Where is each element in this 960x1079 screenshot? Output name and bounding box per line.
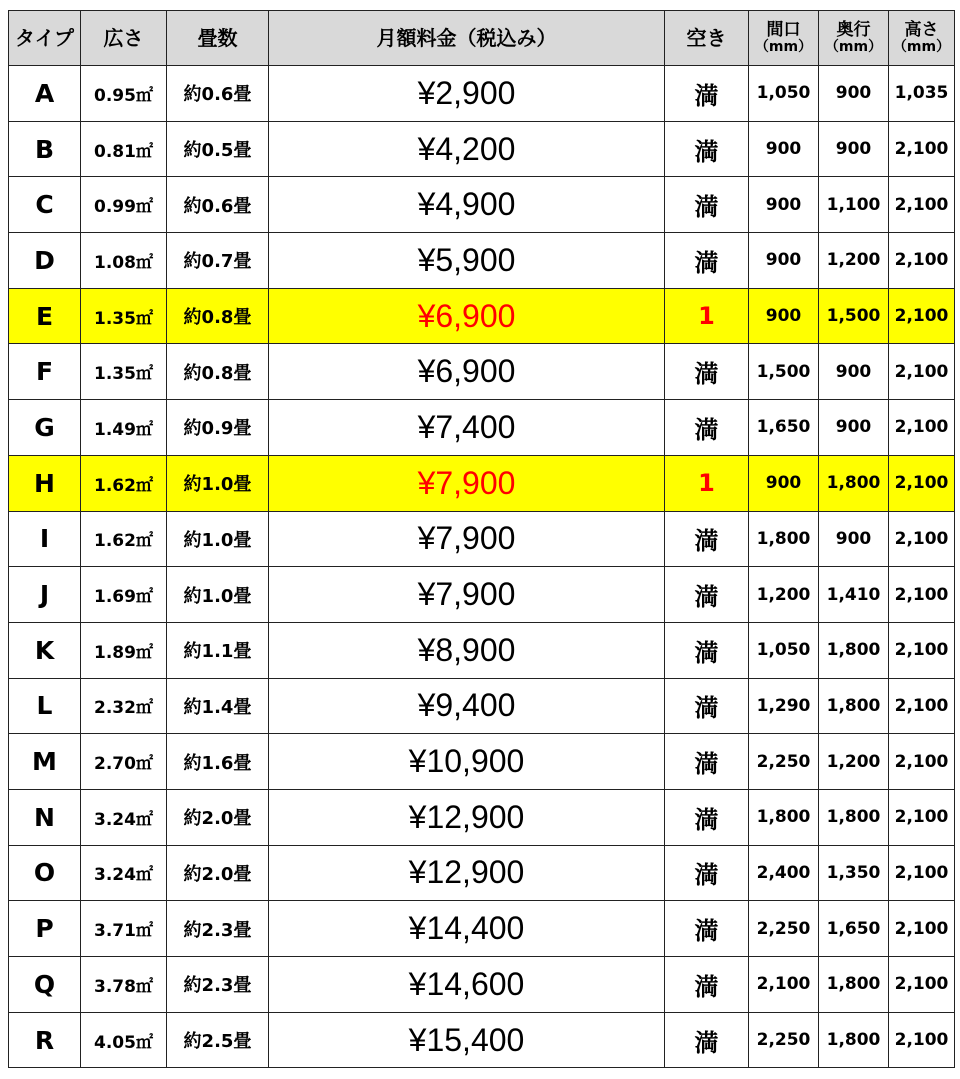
cell-vacancy: 満 bbox=[665, 121, 749, 177]
cell-height: 2,100 bbox=[889, 121, 955, 177]
table-row bbox=[9, 901, 955, 957]
cell-tatami: 約0.8畳 bbox=[167, 344, 269, 400]
cell-area: 1.49㎡ bbox=[81, 400, 167, 456]
cell-area: 0.95㎡ bbox=[81, 66, 167, 122]
cell-area: 2.70㎡ bbox=[81, 734, 167, 790]
cell-height: 2,100 bbox=[889, 400, 955, 456]
header-width-unit: （mm） bbox=[754, 38, 813, 55]
cell-depth: 900 bbox=[819, 344, 889, 400]
cell-price: ¥8,900 bbox=[269, 622, 665, 678]
cell-depth: 1,800 bbox=[819, 455, 889, 511]
cell-type: B bbox=[9, 121, 81, 177]
cell-width: 900 bbox=[749, 177, 819, 233]
cell-area: 4.05㎡ bbox=[81, 1012, 167, 1068]
cell-type: J bbox=[9, 567, 81, 623]
cell-width: 1,050 bbox=[749, 622, 819, 678]
cell-vacancy: 満 bbox=[665, 66, 749, 122]
table-row bbox=[9, 957, 955, 1013]
cell-price: ¥14,600 bbox=[269, 957, 665, 1013]
cell-vacancy: 1 bbox=[665, 288, 749, 344]
cell-price: ¥14,400 bbox=[269, 901, 665, 957]
cell-area: 1.08㎡ bbox=[81, 233, 167, 289]
table-row bbox=[9, 845, 955, 901]
header-price: 月額料金（税込み） bbox=[269, 11, 665, 66]
cell-vacancy: 満 bbox=[665, 1012, 749, 1068]
cell-vacancy: 満 bbox=[665, 789, 749, 845]
cell-height: 2,100 bbox=[889, 1012, 955, 1068]
cell-width: 1,800 bbox=[749, 789, 819, 845]
cell-area: 1.35㎡ bbox=[81, 344, 167, 400]
cell-area: 2.32㎡ bbox=[81, 678, 167, 734]
cell-depth: 900 bbox=[819, 121, 889, 177]
table-row bbox=[9, 511, 955, 567]
cell-price: ¥15,400 bbox=[269, 1012, 665, 1068]
header-height-unit: （mm） bbox=[892, 38, 951, 55]
cell-price: ¥12,900 bbox=[269, 845, 665, 901]
cell-type: P bbox=[9, 901, 81, 957]
cell-height: 2,100 bbox=[889, 734, 955, 790]
table-row bbox=[9, 233, 955, 289]
cell-depth: 1,200 bbox=[819, 734, 889, 790]
cell-type: O bbox=[9, 845, 81, 901]
cell-depth: 1,800 bbox=[819, 678, 889, 734]
cell-type: F bbox=[9, 344, 81, 400]
cell-tatami: 約1.1畳 bbox=[167, 622, 269, 678]
cell-depth: 900 bbox=[819, 400, 889, 456]
header-tatami: 畳数 bbox=[167, 11, 269, 66]
cell-width: 1,800 bbox=[749, 511, 819, 567]
cell-type: R bbox=[9, 1012, 81, 1068]
cell-area: 0.81㎡ bbox=[81, 121, 167, 177]
cell-type: N bbox=[9, 789, 81, 845]
cell-width: 900 bbox=[749, 455, 819, 511]
cell-height: 2,100 bbox=[889, 678, 955, 734]
cell-tatami: 約1.0畳 bbox=[167, 511, 269, 567]
cell-depth: 1,350 bbox=[819, 845, 889, 901]
cell-vacancy: 満 bbox=[665, 734, 749, 790]
cell-tatami: 約1.0畳 bbox=[167, 567, 269, 623]
cell-price: ¥4,900 bbox=[269, 177, 665, 233]
header-area: 広さ bbox=[81, 11, 167, 66]
cell-width: 2,250 bbox=[749, 901, 819, 957]
cell-price: ¥9,400 bbox=[269, 678, 665, 734]
cell-tatami: 約0.8畳 bbox=[167, 288, 269, 344]
cell-width: 1,290 bbox=[749, 678, 819, 734]
cell-area: 1.69㎡ bbox=[81, 567, 167, 623]
cell-price: ¥6,900 bbox=[269, 344, 665, 400]
cell-type: C bbox=[9, 177, 81, 233]
header-row bbox=[9, 11, 955, 66]
cell-price: ¥4,200 bbox=[269, 121, 665, 177]
cell-vacancy: 1 bbox=[665, 455, 749, 511]
cell-depth: 1,100 bbox=[819, 177, 889, 233]
cell-type: K bbox=[9, 622, 81, 678]
table-row bbox=[9, 1012, 955, 1068]
table-row bbox=[9, 288, 955, 344]
header-depth-unit: （mm） bbox=[824, 38, 883, 55]
cell-width: 2,250 bbox=[749, 734, 819, 790]
cell-type: D bbox=[9, 233, 81, 289]
cell-width: 2,400 bbox=[749, 845, 819, 901]
cell-vacancy: 満 bbox=[665, 845, 749, 901]
table-row bbox=[9, 678, 955, 734]
cell-depth: 1,650 bbox=[819, 901, 889, 957]
cell-tatami: 約0.5畳 bbox=[167, 121, 269, 177]
cell-height: 1,035 bbox=[889, 66, 955, 122]
header-depth bbox=[819, 11, 889, 66]
cell-width: 1,650 bbox=[749, 400, 819, 456]
cell-area: 1.62㎡ bbox=[81, 511, 167, 567]
cell-height: 2,100 bbox=[889, 344, 955, 400]
header-width-label: 間口 bbox=[766, 19, 801, 40]
cell-tatami: 約0.7畳 bbox=[167, 233, 269, 289]
cell-price: ¥10,900 bbox=[269, 734, 665, 790]
cell-width: 1,500 bbox=[749, 344, 819, 400]
cell-height: 2,100 bbox=[889, 957, 955, 1013]
cell-width: 2,100 bbox=[749, 957, 819, 1013]
cell-vacancy: 満 bbox=[665, 622, 749, 678]
cell-tatami: 約2.0畳 bbox=[167, 789, 269, 845]
cell-depth: 1,800 bbox=[819, 789, 889, 845]
cell-price: ¥5,900 bbox=[269, 233, 665, 289]
cell-area: 1.89㎡ bbox=[81, 622, 167, 678]
header-height-label: 高さ bbox=[904, 19, 939, 40]
cell-tatami: 約1.4畳 bbox=[167, 678, 269, 734]
cell-vacancy: 満 bbox=[665, 400, 749, 456]
cell-type: L bbox=[9, 678, 81, 734]
cell-type: G bbox=[9, 400, 81, 456]
cell-price: ¥12,900 bbox=[269, 789, 665, 845]
cell-height: 2,100 bbox=[889, 567, 955, 623]
cell-depth: 1,800 bbox=[819, 957, 889, 1013]
cell-width: 900 bbox=[749, 121, 819, 177]
cell-depth: 900 bbox=[819, 511, 889, 567]
cell-tatami: 約2.3畳 bbox=[167, 957, 269, 1013]
cell-depth: 1,800 bbox=[819, 1012, 889, 1068]
table-row bbox=[9, 789, 955, 845]
cell-vacancy: 満 bbox=[665, 567, 749, 623]
cell-price: ¥6,900 bbox=[269, 288, 665, 344]
cell-price: ¥7,900 bbox=[269, 511, 665, 567]
table-row bbox=[9, 177, 955, 233]
cell-height: 2,100 bbox=[889, 288, 955, 344]
header-width bbox=[749, 11, 819, 66]
cell-vacancy: 満 bbox=[665, 957, 749, 1013]
cell-area: 3.24㎡ bbox=[81, 789, 167, 845]
cell-vacancy: 満 bbox=[665, 233, 749, 289]
cell-height: 2,100 bbox=[889, 901, 955, 957]
header-type: タイプ bbox=[9, 11, 81, 66]
cell-width: 1,050 bbox=[749, 66, 819, 122]
cell-tatami: 約2.3畳 bbox=[167, 901, 269, 957]
cell-height: 2,100 bbox=[889, 177, 955, 233]
table-row bbox=[9, 455, 955, 511]
cell-type: Q bbox=[9, 957, 81, 1013]
cell-depth: 900 bbox=[819, 66, 889, 122]
table-row bbox=[9, 66, 955, 122]
cell-width: 900 bbox=[749, 233, 819, 289]
table-row bbox=[9, 567, 955, 623]
cell-depth: 1,800 bbox=[819, 622, 889, 678]
cell-height: 2,100 bbox=[889, 233, 955, 289]
cell-type: H bbox=[9, 455, 81, 511]
cell-type: I bbox=[9, 511, 81, 567]
storage-price-table bbox=[8, 10, 955, 1068]
cell-tatami: 約2.0畳 bbox=[167, 845, 269, 901]
cell-price: ¥7,900 bbox=[269, 455, 665, 511]
cell-area: 3.78㎡ bbox=[81, 957, 167, 1013]
cell-area: 3.24㎡ bbox=[81, 845, 167, 901]
cell-depth: 1,200 bbox=[819, 233, 889, 289]
table-row bbox=[9, 622, 955, 678]
cell-tatami: 約0.6畳 bbox=[167, 66, 269, 122]
table-row bbox=[9, 400, 955, 456]
cell-tatami: 約2.5畳 bbox=[167, 1012, 269, 1068]
cell-type: E bbox=[9, 288, 81, 344]
header-vacancy: 空き bbox=[665, 11, 749, 66]
cell-tatami: 約0.9畳 bbox=[167, 400, 269, 456]
cell-width: 900 bbox=[749, 288, 819, 344]
cell-price: ¥7,400 bbox=[269, 400, 665, 456]
cell-height: 2,100 bbox=[889, 622, 955, 678]
table-row bbox=[9, 344, 955, 400]
cell-vacancy: 満 bbox=[665, 177, 749, 233]
cell-tatami: 約0.6畳 bbox=[167, 177, 269, 233]
table-row bbox=[9, 734, 955, 790]
cell-area: 0.99㎡ bbox=[81, 177, 167, 233]
cell-vacancy: 満 bbox=[665, 678, 749, 734]
cell-height: 2,100 bbox=[889, 511, 955, 567]
cell-width: 2,250 bbox=[749, 1012, 819, 1068]
table-body bbox=[9, 66, 955, 1068]
cell-tatami: 約1.6畳 bbox=[167, 734, 269, 790]
cell-depth: 1,410 bbox=[819, 567, 889, 623]
cell-price: ¥2,900 bbox=[269, 66, 665, 122]
cell-vacancy: 満 bbox=[665, 344, 749, 400]
cell-depth: 1,500 bbox=[819, 288, 889, 344]
cell-area: 1.35㎡ bbox=[81, 288, 167, 344]
cell-price: ¥7,900 bbox=[269, 567, 665, 623]
cell-area: 1.62㎡ bbox=[81, 455, 167, 511]
cell-height: 2,100 bbox=[889, 455, 955, 511]
cell-vacancy: 満 bbox=[665, 901, 749, 957]
cell-type: M bbox=[9, 734, 81, 790]
cell-height: 2,100 bbox=[889, 789, 955, 845]
cell-height: 2,100 bbox=[889, 845, 955, 901]
cell-area: 3.71㎡ bbox=[81, 901, 167, 957]
header-height bbox=[889, 11, 955, 66]
cell-vacancy: 満 bbox=[665, 511, 749, 567]
cell-tatami: 約1.0畳 bbox=[167, 455, 269, 511]
header-depth-label: 奥行 bbox=[836, 19, 871, 40]
cell-type: A bbox=[9, 66, 81, 122]
table-row bbox=[9, 121, 955, 177]
cell-width: 1,200 bbox=[749, 567, 819, 623]
